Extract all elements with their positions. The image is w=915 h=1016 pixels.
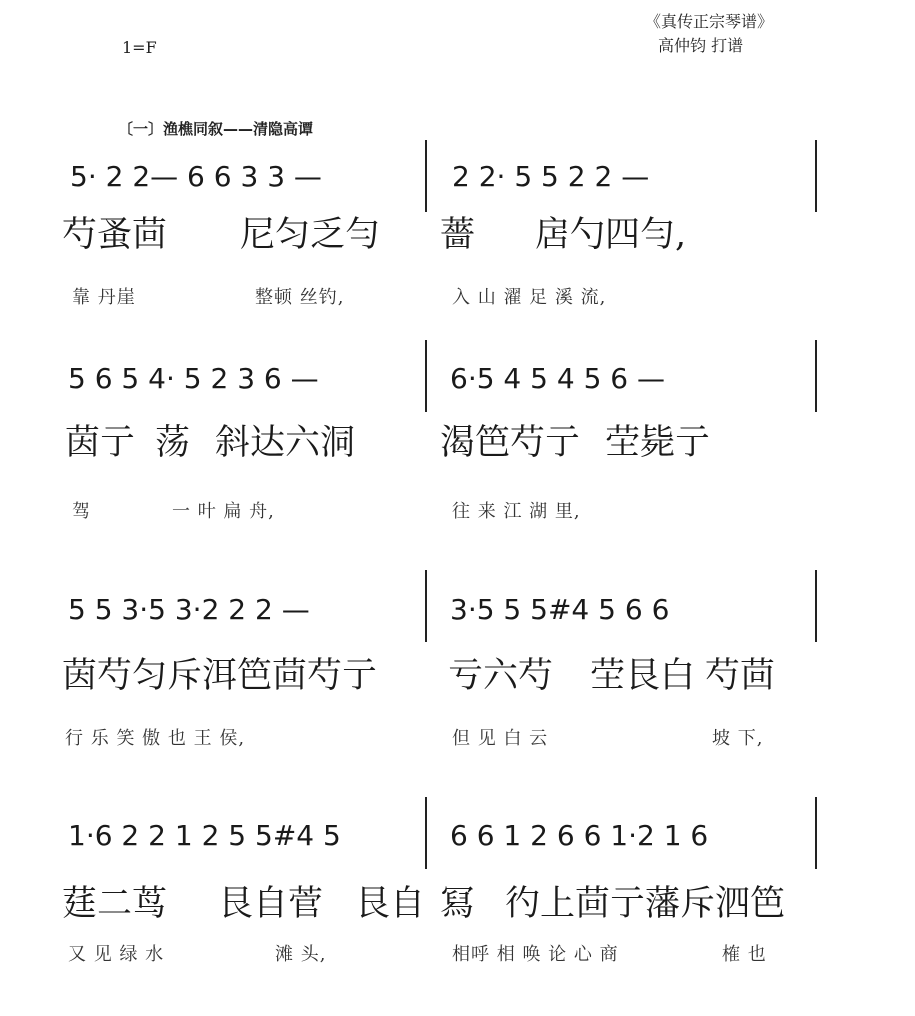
tablature-char: 冩 [440,884,476,924]
tablature-line [0,881,915,931]
section-title: 〔一〕渔樵同叙——清隐高谭 [118,120,314,138]
tablature-line [0,212,915,262]
measure-numbers: 3·5 5 5#4 5 6 6 [450,593,670,626]
score-system-1 [0,140,915,330]
lyrics-line [0,727,915,753]
tablature-char: 茔艮白 [590,656,696,696]
tablature-char: 薔 [440,215,476,255]
lyrics-line [0,500,915,526]
lyric-text: 坡 下, [712,728,764,749]
lyric-text: 但 见 白 云 [452,728,549,749]
measure-numbers: 1·6 2 2 1 2 5 5#4 5 [68,819,341,852]
tablature-line [0,653,915,703]
book-title: 《真传正宗琴谱》 [645,12,774,31]
lyric-text: 相呼 相 唤 论 心 商 [452,944,619,965]
tablature-char: 扂勺四勻, [535,215,687,255]
tablature-char: 莛二茑 [62,884,168,924]
lyric-text: 又 见 绿 水 [68,944,165,965]
tablature-char: 彴上茴亍藩斥泗笆 [505,884,786,924]
measure-numbers: 2 2· 5 5 2 2 — [452,160,650,193]
key-signature: 1=F [122,38,157,57]
lyric-text: 往 来 江 湖 里, [452,501,581,522]
measure-numbers: 5 5 3·5 3·2 2 2 — [68,593,310,626]
lyric-text: 滩 头, [275,944,327,965]
measure-numbers: 6 6 1 2 6 6 1·2 1 6 [450,819,709,852]
tablature-char: 茵芍匀斥洱笆茴芍亍 [62,656,378,696]
arranger-credit: 高仲钧 打谱 [658,36,744,55]
lyric-text: 一 叶 扁 舟, [172,501,275,522]
tablature-char: 芍蚤茴 [62,215,168,255]
lyric-text: 行 乐 笑 傲 也 王 侯, [65,728,246,749]
score-system-2 [0,340,915,540]
tablature-char: 荡 [155,423,191,463]
lyrics-line [0,943,915,969]
measure-numbers: 5· 2 2— 6 6 3 3 — [70,160,322,193]
tablature-char: 亏六芍 [448,656,554,696]
tablature-char: 茔毙亍 [605,423,711,463]
score-system-4 [0,795,915,995]
lyrics-line [0,286,915,312]
numbered-notation-line [0,593,915,639]
tablature-char: 斜达六洞 [215,423,356,463]
tablature-char: 尼匀乏勻 [240,215,381,255]
tablature-char: 芍茴 [705,656,776,696]
lyric-text: 整顿 丝钓, [255,287,345,308]
measure-numbers: 5 6 5 4· 5 2 3 6 — [68,362,319,395]
tablature-char: 渴笆芍亍 [440,423,581,463]
numbered-notation-line [0,160,915,206]
lyric-text: 驾 [72,501,91,522]
lyric-text: 榷 也 [722,944,767,965]
score-system-3 [0,565,915,765]
numbered-notation-line [0,362,915,408]
lyric-text: 入 山 濯 足 溪 流, [452,287,607,308]
tablature-line [0,420,915,470]
tablature-char: 茵亍 [65,423,136,463]
numbered-notation-line [0,819,915,865]
tablature-char: 艮自 [355,884,426,924]
measure-numbers: 6·5 4 5 4 5 6 — [450,362,666,395]
tablature-char: 艮自菅 [218,884,324,924]
lyric-text: 靠 丹崖 [72,287,136,308]
